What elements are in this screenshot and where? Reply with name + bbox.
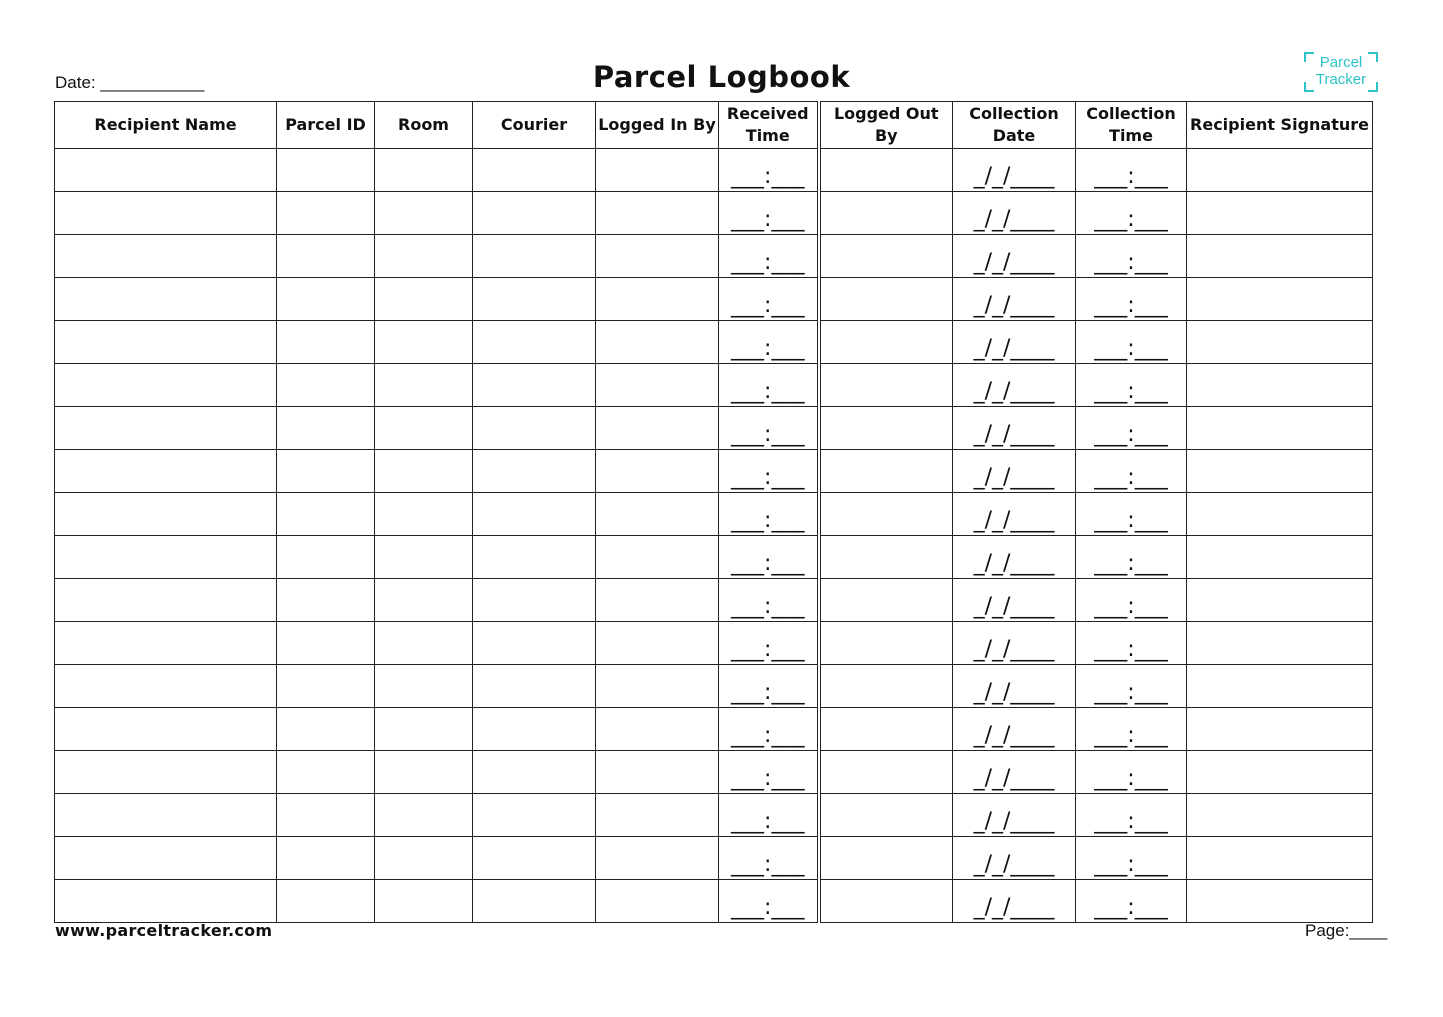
recipient-name-cell[interactable] (55, 192, 277, 235)
logged-in-by-cell[interactable] (596, 192, 719, 235)
collection-time-cell[interactable] (1076, 536, 1187, 579)
time-placeholder: ___:___ (731, 250, 805, 275)
time-placeholder: ___:___ (1094, 207, 1168, 232)
received-time-cell[interactable] (719, 837, 819, 880)
collection-date-cell[interactable] (953, 708, 1076, 751)
collection-date-cell[interactable] (953, 794, 1076, 837)
recipient-name-cell[interactable] (55, 407, 277, 450)
parcel-id-cell[interactable] (277, 880, 375, 923)
courier-cell[interactable] (473, 450, 596, 493)
collection-time-cell[interactable] (1076, 192, 1187, 235)
room-cell[interactable] (375, 321, 473, 364)
table-row (55, 880, 1373, 923)
col-courier: Courier (473, 102, 596, 149)
collection-date-cell[interactable] (953, 536, 1076, 579)
time-placeholder: ___:___ (1094, 379, 1168, 404)
date-placeholder: _/_/____ (973, 594, 1055, 619)
room-cell[interactable] (375, 665, 473, 708)
received-time-cell[interactable] (719, 622, 819, 665)
time-placeholder: ___:___ (731, 164, 805, 189)
recipient-signature-cell[interactable] (1187, 708, 1373, 751)
time-placeholder: ___:___ (731, 379, 805, 404)
parcel-id-cell[interactable] (277, 665, 375, 708)
table-row (55, 536, 1373, 579)
col-collection-date: Collection Date (953, 102, 1076, 149)
recipient-name-cell[interactable] (55, 321, 277, 364)
courier-cell[interactable] (473, 364, 596, 407)
room-cell[interactable] (375, 235, 473, 278)
room-cell[interactable] (375, 450, 473, 493)
time-placeholder: ___:___ (1094, 336, 1168, 361)
col-logged-out-by: Logged Out By (819, 102, 953, 149)
collection-time-cell[interactable] (1076, 708, 1187, 751)
collection-time-cell[interactable] (1076, 622, 1187, 665)
logged-out-by-cell[interactable] (819, 149, 953, 192)
room-cell[interactable] (375, 579, 473, 622)
recipient-signature-cell[interactable] (1187, 536, 1373, 579)
time-placeholder: ___:___ (1094, 809, 1168, 834)
logged-in-by-cell[interactable] (596, 579, 719, 622)
logged-in-by-cell[interactable] (596, 665, 719, 708)
collection-date-cell[interactable] (953, 364, 1076, 407)
room-cell[interactable] (375, 708, 473, 751)
collection-time-cell[interactable] (1076, 880, 1187, 923)
date-placeholder: _/_/____ (973, 465, 1055, 490)
recipient-name-cell[interactable] (55, 149, 277, 192)
col-received-time: Received Time (719, 102, 819, 149)
time-placeholder: ___:___ (1094, 551, 1168, 576)
collection-date-cell[interactable] (953, 622, 1076, 665)
parcel-id-cell[interactable] (277, 149, 375, 192)
recipient-signature-cell[interactable] (1187, 364, 1373, 407)
logged-out-by-cell[interactable] (819, 880, 953, 923)
time-placeholder: ___:___ (731, 809, 805, 834)
room-cell[interactable] (375, 493, 473, 536)
time-placeholder: ___:___ (1094, 465, 1168, 490)
courier-cell[interactable] (473, 837, 596, 880)
col-recipient-signature: Recipient Signature (1187, 102, 1373, 149)
date-placeholder: _/_/____ (973, 422, 1055, 447)
recipient-name-cell[interactable] (55, 579, 277, 622)
date-placeholder: _/_/____ (973, 164, 1055, 189)
time-placeholder: ___:___ (1094, 637, 1168, 662)
recipient-signature-cell[interactable] (1187, 579, 1373, 622)
logged-in-by-cell[interactable] (596, 794, 719, 837)
logged-out-by-cell[interactable] (819, 407, 953, 450)
parcel-id-cell[interactable] (277, 708, 375, 751)
collection-date-cell[interactable] (953, 665, 1076, 708)
collection-date-cell[interactable] (953, 407, 1076, 450)
recipient-signature-cell[interactable] (1187, 235, 1373, 278)
collection-date-cell[interactable] (953, 880, 1076, 923)
time-placeholder: ___:___ (1094, 164, 1168, 189)
logged-out-by-cell[interactable] (819, 536, 953, 579)
time-placeholder: ___:___ (731, 852, 805, 877)
courier-cell[interactable] (473, 708, 596, 751)
collection-time-cell[interactable] (1076, 493, 1187, 536)
date-placeholder: _/_/____ (973, 207, 1055, 232)
log-body (55, 149, 1373, 923)
time-placeholder: ___:___ (731, 508, 805, 533)
logged-in-by-cell[interactable] (596, 708, 719, 751)
logged-out-by-cell[interactable] (819, 364, 953, 407)
recipient-signature-cell[interactable] (1187, 149, 1373, 192)
parcel-id-cell[interactable] (277, 235, 375, 278)
time-placeholder: ___:___ (1094, 766, 1168, 791)
recipient-name-cell[interactable] (55, 235, 277, 278)
received-time-cell[interactable] (719, 235, 819, 278)
received-time-cell[interactable] (719, 278, 819, 321)
logged-in-by-cell[interactable] (596, 751, 719, 794)
recipient-name-cell[interactable] (55, 837, 277, 880)
recipient-signature-cell[interactable] (1187, 837, 1373, 880)
footer-website: www.parceltracker.com (55, 921, 273, 940)
logged-out-by-cell[interactable] (819, 622, 953, 665)
received-time-cell[interactable] (719, 579, 819, 622)
time-placeholder: ___:___ (731, 680, 805, 705)
parcel-id-cell[interactable] (277, 751, 375, 794)
col-room: Room (375, 102, 473, 149)
collection-date-cell[interactable] (953, 450, 1076, 493)
parcel-id-cell[interactable] (277, 364, 375, 407)
logged-in-by-cell[interactable] (596, 364, 719, 407)
received-time-cell[interactable] (719, 708, 819, 751)
date-placeholder: _/_/____ (973, 680, 1055, 705)
collection-date-cell[interactable] (953, 579, 1076, 622)
parcel-id-cell[interactable] (277, 837, 375, 880)
room-cell[interactable] (375, 149, 473, 192)
parcel-id-cell[interactable] (277, 794, 375, 837)
logged-out-by-cell[interactable] (819, 450, 953, 493)
date-placeholder: _/_/____ (973, 895, 1055, 920)
recipient-name-cell[interactable] (55, 278, 277, 321)
date-placeholder: _/_/____ (973, 293, 1055, 318)
collection-time-cell[interactable] (1076, 579, 1187, 622)
courier-cell[interactable] (473, 880, 596, 923)
date-placeholder: _/_/____ (973, 637, 1055, 662)
time-placeholder: ___:___ (1094, 680, 1168, 705)
collection-time-cell[interactable] (1076, 407, 1187, 450)
col-logged-in-by: Logged In By (596, 102, 719, 149)
collection-time-cell[interactable] (1076, 149, 1187, 192)
room-cell[interactable] (375, 794, 473, 837)
date-placeholder: _/_/____ (973, 336, 1055, 361)
time-placeholder: ___:___ (731, 766, 805, 791)
recipient-signature-cell[interactable] (1187, 321, 1373, 364)
recipient-signature-cell[interactable] (1187, 407, 1373, 450)
recipient-signature-cell[interactable] (1187, 880, 1373, 923)
logged-in-by-cell[interactable] (596, 837, 719, 880)
collection-time-cell[interactable] (1076, 665, 1187, 708)
received-time-cell[interactable] (719, 536, 819, 579)
room-cell[interactable] (375, 192, 473, 235)
received-time-cell[interactable] (719, 665, 819, 708)
time-placeholder: ___:___ (1094, 594, 1168, 619)
logged-out-by-cell[interactable] (819, 665, 953, 708)
logged-in-by-cell[interactable] (596, 235, 719, 278)
room-cell[interactable] (375, 622, 473, 665)
logged-in-by-cell[interactable] (596, 278, 719, 321)
date-placeholder: _/_/____ (973, 551, 1055, 576)
parcel-id-cell[interactable] (277, 579, 375, 622)
table-row (55, 622, 1373, 665)
recipient-name-cell[interactable] (55, 450, 277, 493)
recipient-name-cell[interactable] (55, 708, 277, 751)
recipient-signature-cell[interactable] (1187, 751, 1373, 794)
time-placeholder: ___:___ (731, 207, 805, 232)
received-time-cell[interactable] (719, 880, 819, 923)
collection-date-cell[interactable] (953, 837, 1076, 880)
courier-cell[interactable] (473, 622, 596, 665)
logged-out-by-cell[interactable] (819, 837, 953, 880)
table-row (55, 192, 1373, 235)
logged-in-by-cell[interactable] (596, 321, 719, 364)
logged-out-by-cell[interactable] (819, 192, 953, 235)
time-placeholder: ___:___ (731, 465, 805, 490)
recipient-name-cell[interactable] (55, 880, 277, 923)
logo-line-1: Parcel (1319, 54, 1363, 71)
parcel-id-cell[interactable] (277, 278, 375, 321)
col-collection-time: Collection Time (1076, 102, 1187, 149)
time-placeholder: ___:___ (731, 422, 805, 447)
recipient-name-cell[interactable] (55, 751, 277, 794)
parcel-id-cell[interactable] (277, 493, 375, 536)
recipient-name-cell[interactable] (55, 364, 277, 407)
logged-out-by-cell[interactable] (819, 708, 953, 751)
recipient-name-cell[interactable] (55, 536, 277, 579)
recipient-signature-cell[interactable] (1187, 622, 1373, 665)
room-cell[interactable] (375, 407, 473, 450)
date-placeholder: _/_/____ (973, 809, 1055, 834)
collection-date-cell[interactable] (953, 235, 1076, 278)
courier-cell[interactable] (473, 493, 596, 536)
col-recipient-name: Recipient Name (55, 102, 277, 149)
logo-line-2: Tracker (1315, 71, 1367, 88)
table-row (55, 493, 1373, 536)
parcel-id-cell[interactable] (277, 321, 375, 364)
room-cell[interactable] (375, 880, 473, 923)
time-placeholder: ___:___ (731, 637, 805, 662)
collection-time-cell[interactable] (1076, 837, 1187, 880)
courier-cell[interactable] (473, 235, 596, 278)
col-parcel-id: Parcel ID (277, 102, 375, 149)
recipient-name-cell[interactable] (55, 493, 277, 536)
collection-time-cell[interactable] (1076, 321, 1187, 364)
time-placeholder: ___:___ (731, 594, 805, 619)
collection-date-cell[interactable] (953, 149, 1076, 192)
received-time-cell[interactable] (719, 149, 819, 192)
logged-in-by-cell[interactable] (596, 536, 719, 579)
logged-out-by-cell[interactable] (819, 794, 953, 837)
parcel-id-cell[interactable] (277, 450, 375, 493)
date-placeholder: _/_/____ (973, 379, 1055, 404)
recipient-signature-cell[interactable] (1187, 493, 1373, 536)
logged-out-by-cell[interactable] (819, 493, 953, 536)
courier-cell[interactable] (473, 536, 596, 579)
table-row (55, 579, 1373, 622)
received-time-cell[interactable] (719, 794, 819, 837)
recipient-name-cell[interactable] (55, 622, 277, 665)
parcel-id-cell[interactable] (277, 407, 375, 450)
collection-time-cell[interactable] (1076, 751, 1187, 794)
table-row (55, 450, 1373, 493)
table-row (55, 321, 1373, 364)
logged-out-by-cell[interactable] (819, 579, 953, 622)
courier-cell[interactable] (473, 665, 596, 708)
courier-cell[interactable] (473, 278, 596, 321)
page-number-field[interactable]: Page:____ (1305, 921, 1388, 940)
table-row (55, 751, 1373, 794)
received-time-cell[interactable] (719, 751, 819, 794)
time-placeholder: ___:___ (731, 723, 805, 748)
collection-date-cell[interactable] (953, 192, 1076, 235)
date-field[interactable]: Date: ___________ (55, 73, 205, 92)
time-placeholder: ___:___ (1094, 293, 1168, 318)
date-placeholder: _/_/____ (973, 766, 1055, 791)
collection-date-cell[interactable] (953, 493, 1076, 536)
courier-cell[interactable] (473, 751, 596, 794)
logged-in-by-cell[interactable] (596, 622, 719, 665)
recipient-signature-cell[interactable] (1187, 192, 1373, 235)
recipient-name-cell[interactable] (55, 794, 277, 837)
logged-in-by-cell[interactable] (596, 149, 719, 192)
parcel-tracker-logo (1304, 52, 1378, 92)
received-time-cell[interactable] (719, 364, 819, 407)
time-placeholder: ___:___ (1094, 508, 1168, 533)
received-time-cell[interactable] (719, 450, 819, 493)
recipient-signature-cell[interactable] (1187, 450, 1373, 493)
collection-date-cell[interactable] (953, 278, 1076, 321)
received-time-cell[interactable] (719, 407, 819, 450)
collection-time-cell[interactable] (1076, 364, 1187, 407)
received-time-cell[interactable] (719, 493, 819, 536)
collection-time-cell[interactable] (1076, 235, 1187, 278)
table-row (55, 149, 1373, 192)
room-cell[interactable] (375, 278, 473, 321)
logged-in-by-cell[interactable] (596, 407, 719, 450)
courier-cell[interactable] (473, 149, 596, 192)
room-cell[interactable] (375, 837, 473, 880)
time-placeholder: ___:___ (1094, 723, 1168, 748)
collection-date-cell[interactable] (953, 751, 1076, 794)
table-row (55, 794, 1373, 837)
collection-time-cell[interactable] (1076, 450, 1187, 493)
logged-in-by-cell[interactable] (596, 493, 719, 536)
logged-out-by-cell[interactable] (819, 235, 953, 278)
date-placeholder: _/_/____ (973, 250, 1055, 275)
collection-time-cell[interactable] (1076, 278, 1187, 321)
table-row (55, 665, 1373, 708)
time-placeholder: ___:___ (731, 336, 805, 361)
collection-time-cell[interactable] (1076, 794, 1187, 837)
logged-out-by-cell[interactable] (819, 751, 953, 794)
received-time-cell[interactable] (719, 192, 819, 235)
parcel-log-table (54, 101, 1373, 923)
logged-in-by-cell[interactable] (596, 880, 719, 923)
received-time-cell[interactable] (719, 321, 819, 364)
recipient-signature-cell[interactable] (1187, 794, 1373, 837)
parcel-id-cell[interactable] (277, 622, 375, 665)
time-placeholder: ___:___ (1094, 852, 1168, 877)
time-placeholder: ___:___ (731, 293, 805, 318)
courier-cell[interactable] (473, 794, 596, 837)
courier-cell[interactable] (473, 321, 596, 364)
logged-out-by-cell[interactable] (819, 278, 953, 321)
page-title: Parcel Logbook (592, 60, 851, 94)
recipient-signature-cell[interactable] (1187, 665, 1373, 708)
table-row (55, 235, 1373, 278)
time-placeholder: ___:___ (1094, 895, 1168, 920)
table-row (55, 837, 1373, 880)
table-row (55, 708, 1373, 751)
room-cell[interactable] (375, 751, 473, 794)
date-placeholder: _/_/____ (973, 852, 1055, 877)
parcel-id-cell[interactable] (277, 192, 375, 235)
time-placeholder: ___:___ (1094, 422, 1168, 447)
table-row (55, 278, 1373, 321)
recipient-signature-cell[interactable] (1187, 278, 1373, 321)
time-placeholder: ___:___ (731, 551, 805, 576)
date-placeholder: _/_/____ (973, 508, 1055, 533)
courier-cell[interactable] (473, 579, 596, 622)
parcel-id-cell[interactable] (277, 536, 375, 579)
logged-out-by-cell[interactable] (819, 321, 953, 364)
time-placeholder: ___:___ (731, 895, 805, 920)
time-placeholder: ___:___ (1094, 250, 1168, 275)
date-placeholder: _/_/____ (973, 723, 1055, 748)
table-row (55, 407, 1373, 450)
table-row (55, 364, 1373, 407)
recipient-name-cell[interactable] (55, 665, 277, 708)
table-header-row (55, 102, 1373, 149)
courier-cell[interactable] (473, 407, 596, 450)
logged-in-by-cell[interactable] (596, 450, 719, 493)
room-cell[interactable] (375, 536, 473, 579)
room-cell[interactable] (375, 364, 473, 407)
collection-date-cell[interactable] (953, 321, 1076, 364)
courier-cell[interactable] (473, 192, 596, 235)
